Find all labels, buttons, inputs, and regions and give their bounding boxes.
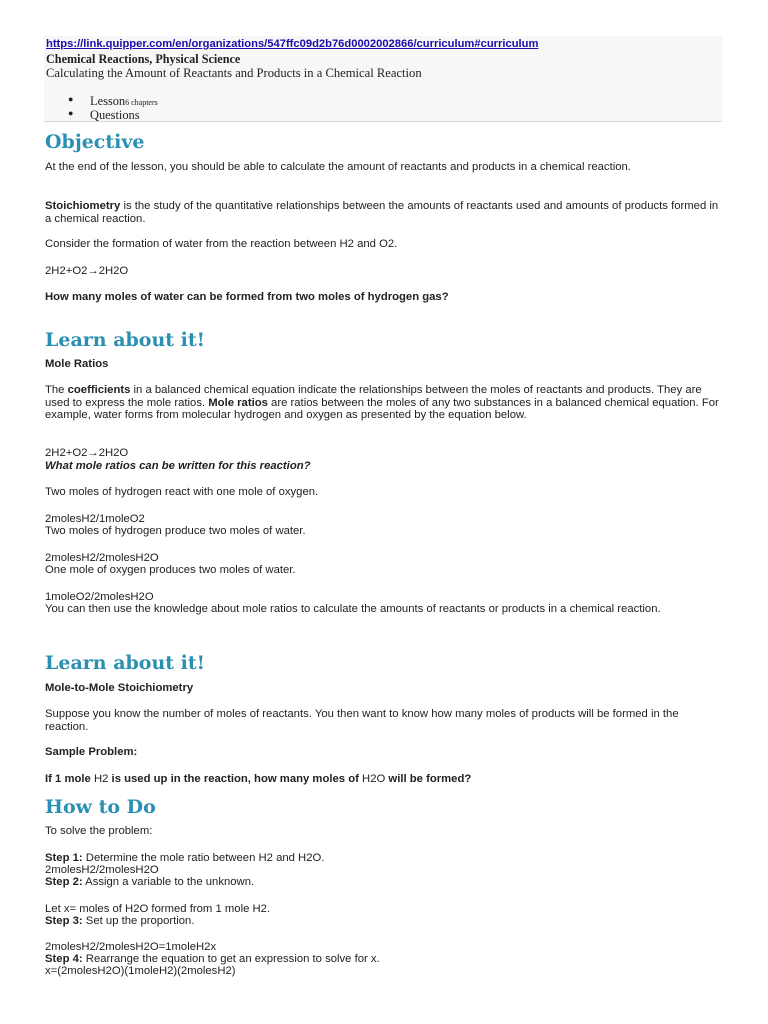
mole-to-mole-subheading: Mole-to-Mole Stoichiometry bbox=[45, 682, 194, 694]
lesson-title: Calculating the Amount of Reactants and Products in a Chemical Reaction bbox=[46, 66, 422, 80]
sample-problem-question bbox=[45, 773, 720, 786]
step-2 bbox=[45, 876, 720, 889]
consider-text: Consider the formation of water from the reaction between H2 and O2. bbox=[45, 238, 398, 250]
sample-problem-label: Sample Problem: bbox=[45, 746, 138, 758]
step-4 bbox=[45, 953, 720, 966]
coefficients-term: coefficients bbox=[67, 384, 131, 396]
nav-lesson-label: Lesson bbox=[90, 94, 126, 108]
nav-lesson-count: 6 chapters bbox=[125, 98, 158, 107]
step-text: Set up the proportion. bbox=[82, 915, 195, 927]
stoichiometry-term: Stoichiometry bbox=[45, 200, 121, 212]
mole-ratios-paragraph bbox=[45, 384, 720, 422]
curriculum-link[interactable]: https://link.quipper.com/en/organizations/547ffc09d2b76d0002002866/curriculum#curriculum bbox=[46, 38, 539, 50]
ratios-question: What mole ratios can be written for this reaction? bbox=[45, 460, 311, 472]
mole-ratios-subheading: Mole Ratios bbox=[45, 358, 109, 370]
ratio-2: 2molesH2/2molesH2O bbox=[45, 552, 159, 564]
ratio-1: 2molesH2/1moleO2 bbox=[45, 513, 145, 525]
learn-heading-2: Learn about it! bbox=[45, 652, 206, 674]
learn-heading-1: Learn about it! bbox=[45, 329, 206, 351]
step-label: Step 4: bbox=[45, 953, 83, 965]
how-to-intro: To solve the problem: bbox=[45, 825, 153, 837]
text-span: The bbox=[45, 384, 68, 396]
step-1-equation: 2molesH2/2molesH2O bbox=[45, 864, 159, 876]
bullet-icon: ● bbox=[68, 94, 74, 104]
equation: 2H2+O2→2H2O bbox=[45, 265, 129, 277]
step-2-equation: Let x= moles of H2O formed from 1 mole H2. bbox=[45, 903, 271, 915]
ratio-3: 1moleO2/2molesH2O bbox=[45, 591, 154, 603]
formula-h2: H2 bbox=[93, 773, 109, 785]
step-1 bbox=[45, 852, 720, 865]
course-title: Chemical Reactions, Physical Science bbox=[46, 52, 241, 66]
ratio-conclusion: You can then use the knowledge about mole ratios to calculate the amounts of reactants or products in a chemical reaction. bbox=[45, 603, 661, 615]
step-4-equation: x=(2molesH2O)(1moleH2)(2molesH2) bbox=[45, 965, 236, 977]
step-text: Assign a variable to the unknown. bbox=[82, 876, 255, 888]
mole-to-mole-paragraph: Suppose you know the number of moles of reactants. You then want to know how many moles of products will be formed in the reaction. bbox=[45, 708, 679, 733]
text-span: in a balanced chemical equation indicate the relationships between the moles of reactants and products. They are used to express the mole ratios. bbox=[45, 384, 702, 409]
bullet-icon: ● bbox=[68, 108, 74, 118]
objective-question: How many moles of water can be formed from two moles of hydrogen gas? bbox=[45, 291, 449, 303]
nav-questions-label: Questions bbox=[90, 108, 140, 122]
text-span: will be formed? bbox=[385, 773, 472, 785]
text-span: are ratios between the moles of any two substances in a balanced chemical equation. For example, water forms from molecular hydrogen and oxygen as presented by the equation below. bbox=[45, 396, 719, 421]
step-3-equation: 2molesH2/2molesH2O=1moleH2x bbox=[45, 941, 217, 953]
objective-heading: Objective bbox=[45, 131, 145, 153]
objective-intro: At the end of the lesson, you should be able to calculate the amount of reactants and products in a chemical reaction. bbox=[45, 161, 631, 173]
text-span: If 1 mole bbox=[45, 773, 94, 785]
ratio-explanation-2: Two moles of hydrogen produce two moles of water. bbox=[45, 525, 306, 537]
equation: 2H2+O2→2H2O bbox=[45, 447, 129, 459]
formula-h2o: H2O bbox=[362, 773, 386, 785]
step-text: Determine the mole ratio between H2 and H2O. bbox=[82, 852, 325, 864]
step-text: Rearrange the equation to get an expression to solve for x. bbox=[82, 953, 380, 965]
how-to-heading: How to Do bbox=[45, 796, 156, 818]
ratio-explanation-1: Two moles of hydrogen react with one mole of oxygen. bbox=[45, 486, 319, 498]
step-3 bbox=[45, 915, 720, 928]
stoichiometry-text: is the study of the quantitative relationships between the amounts of reactants used and amounts of products formed in a chemical reaction. bbox=[45, 200, 719, 225]
ratio-explanation-3: One mole of oxygen produces two moles of water. bbox=[45, 564, 296, 576]
mole-ratios-term: Mole ratios bbox=[208, 396, 268, 409]
text-span: is used up in the reaction, how many moles of bbox=[108, 773, 363, 785]
stoichiometry-definition bbox=[45, 200, 720, 225]
step-label: Step 3: bbox=[45, 915, 83, 927]
step-label: Step 1: bbox=[45, 852, 83, 864]
step-label: Step 2: bbox=[45, 876, 83, 888]
